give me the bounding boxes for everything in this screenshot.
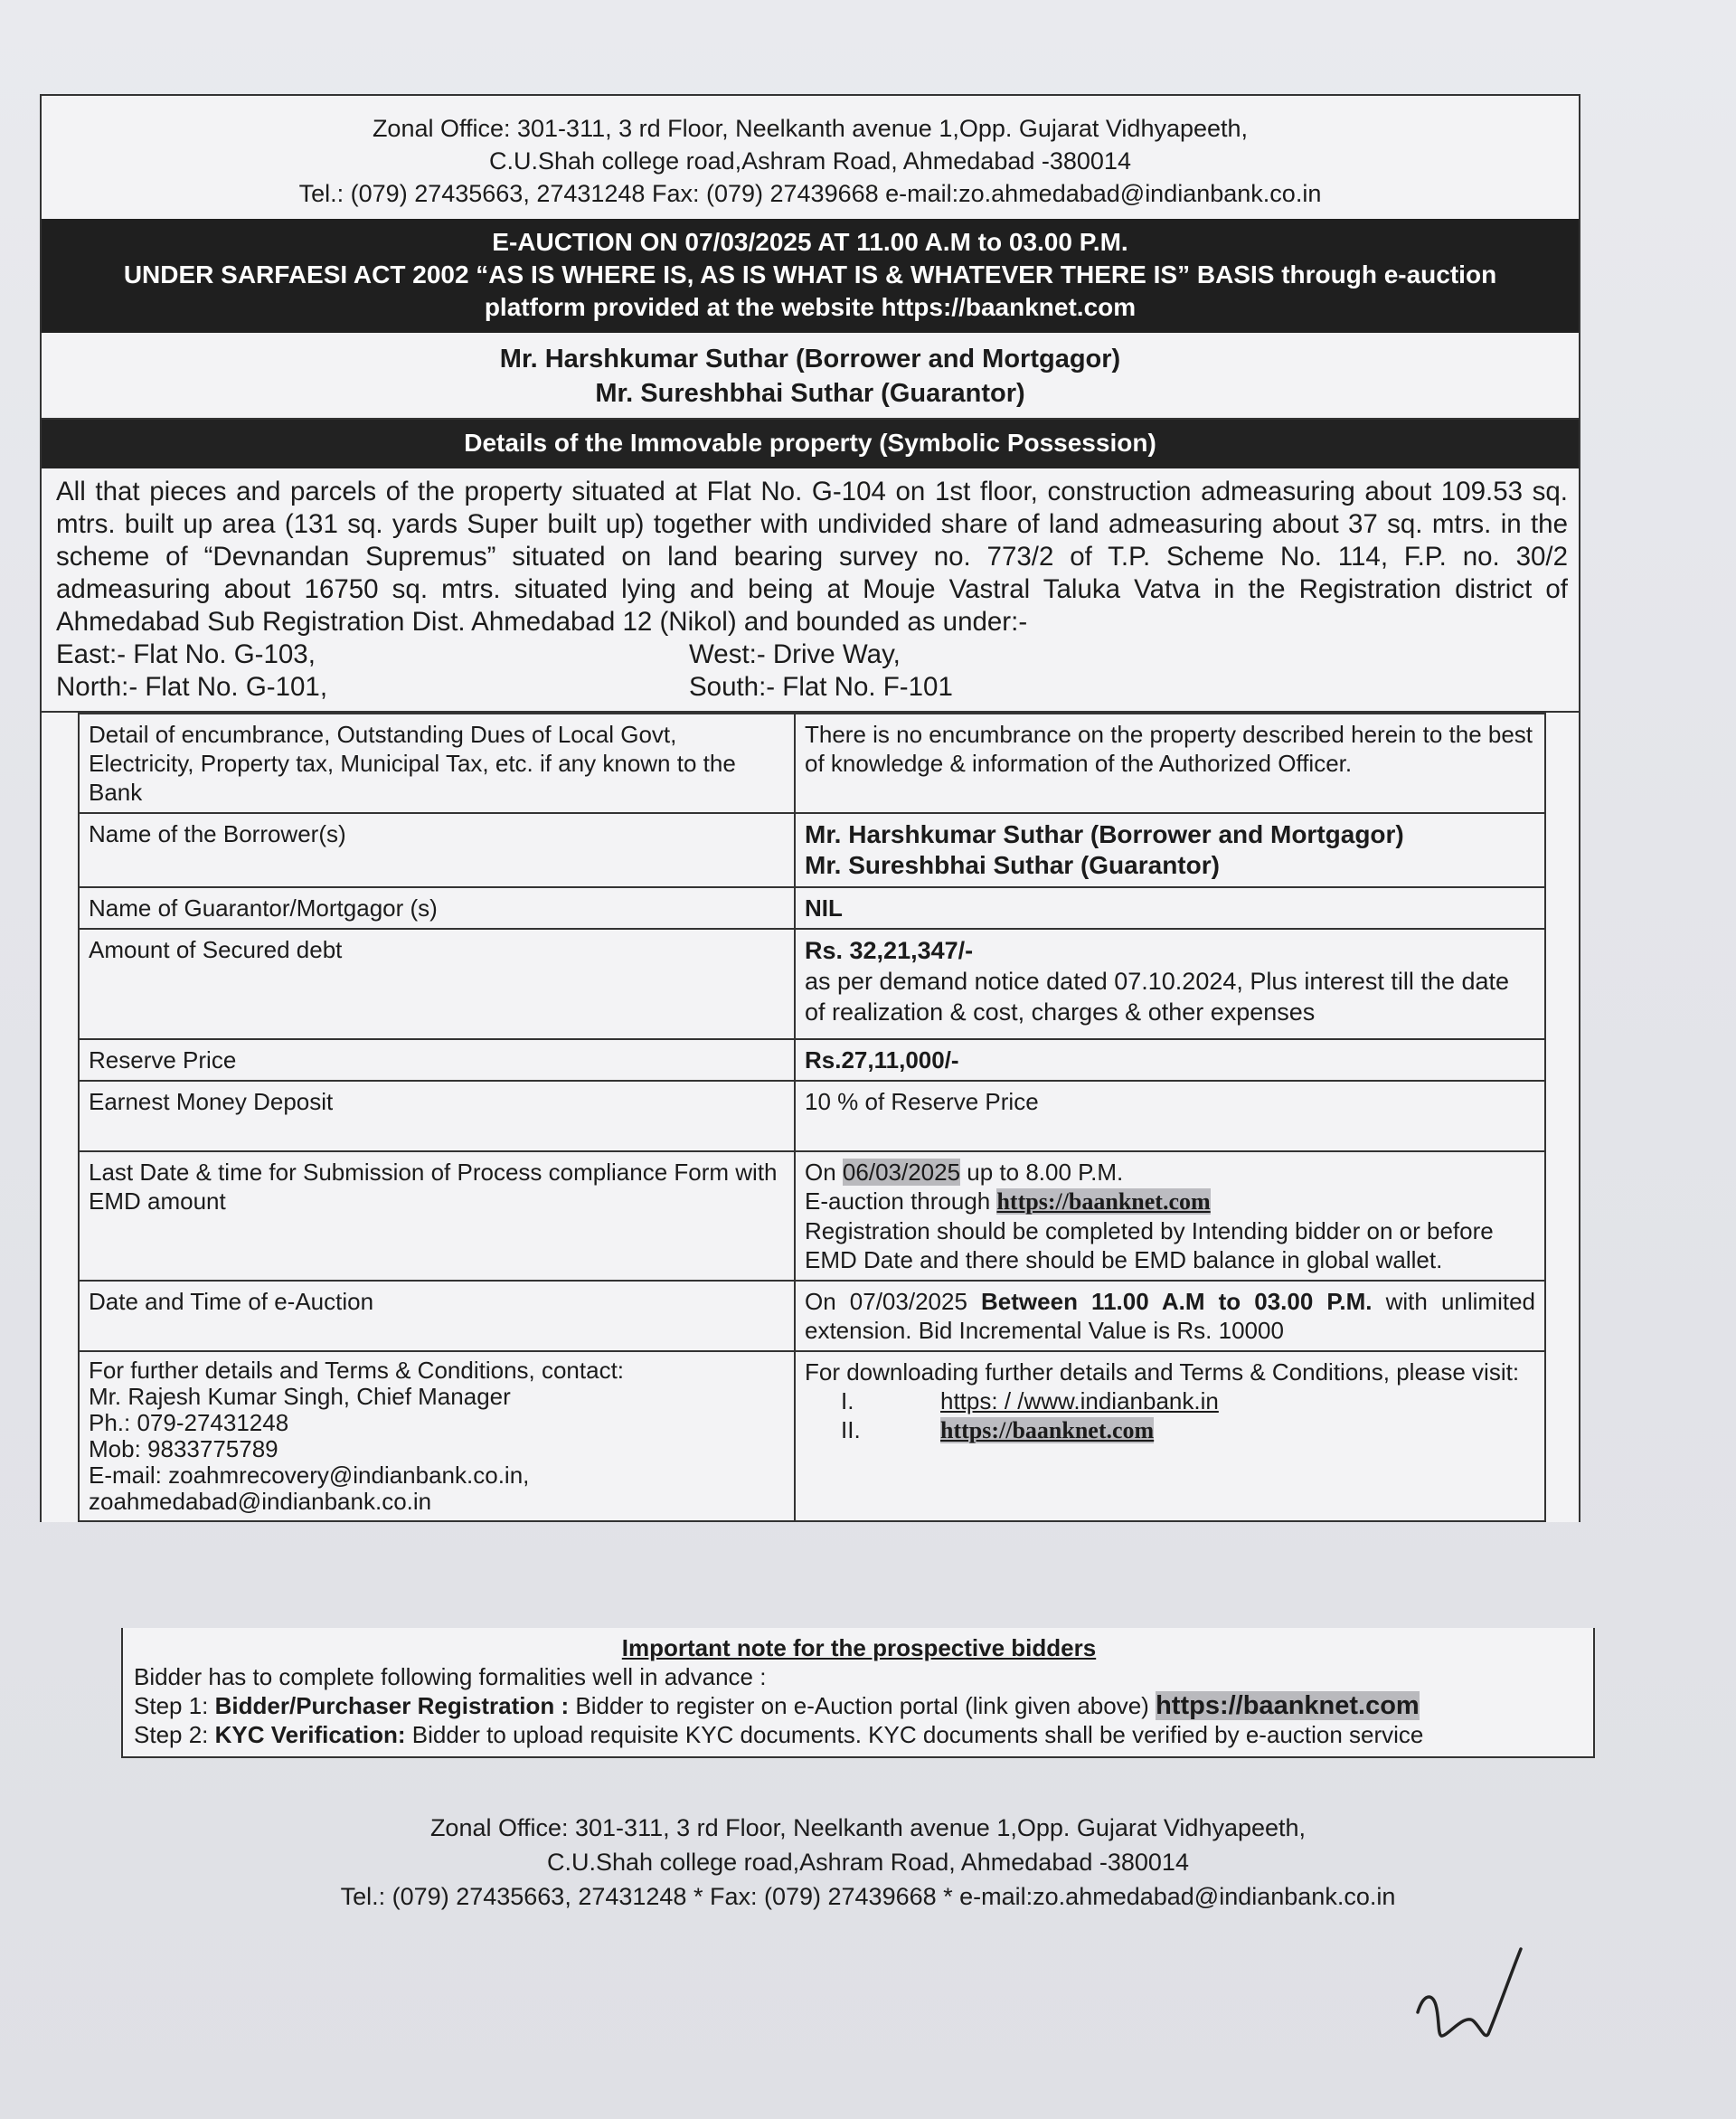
debt-amount: Rs. 32,21,347/- bbox=[805, 937, 974, 964]
step-1-title: Bidder/Purchaser Registration : bbox=[214, 1692, 570, 1719]
important-note bbox=[121, 1628, 1595, 1758]
header-line-2: C.U.Shah college road,Ashram Road, Ahmedabad -380014 bbox=[489, 147, 1131, 175]
auction-banner-line-2: UNDER SARFAESI ACT 2002 “AS IS WHERE IS, AS IS WHAT IS & WHATEVER THERE IS” BASIS through e-auction bbox=[123, 260, 1497, 289]
borrower-value bbox=[795, 813, 1545, 887]
auction-date-on: On 07/03/2025 bbox=[805, 1288, 982, 1315]
encumbrance-value: There is no encumbrance on the property described herein to the best of knowledge & information of the Authorized Officer. bbox=[795, 714, 1545, 813]
baanknet-link-2[interactable]: https://baanknet.com bbox=[940, 1417, 1155, 1443]
debt-value bbox=[795, 929, 1545, 1039]
contact-email-2[interactable]: zoahmedabad@indianbank.co.in bbox=[89, 1488, 432, 1515]
header-line-3: Tel.: (079) 27435663, 27431248 Fax: (079) 27439668 e-mail:zo.ahmedabad@indianbank.co.in bbox=[298, 180, 1322, 207]
last-date-label: Last Date & time for Submission of Process compliance Form with EMD amount bbox=[79, 1151, 795, 1281]
last-date-time: up to 8.00 P.M. bbox=[960, 1159, 1124, 1186]
signature-mark bbox=[1410, 1940, 1537, 2048]
baanknet-link[interactable]: https://baanknet.com bbox=[996, 1188, 1211, 1215]
boundary-south: South:- Flat No. F-101 bbox=[689, 672, 953, 702]
reserve-price-label: Reserve Price bbox=[79, 1039, 795, 1081]
footer-line-3: Tel.: (079) 27435663, 27431248 * Fax: (079) 27439668 * e-mail:zo.ahmedabad@indianbank.co.in bbox=[340, 1883, 1396, 1910]
table-row bbox=[79, 1351, 1545, 1521]
borrower-value-line-2: Mr. Sureshbhai Suthar (Guarantor) bbox=[805, 851, 1220, 879]
contact-name: Mr. Rajesh Kumar Singh, Chief Manager bbox=[89, 1383, 511, 1410]
auction-banner-line-3: platform provided at the website https://baanknet.com bbox=[484, 293, 1137, 321]
contact-email-1[interactable]: E-mail: zoahmrecovery@indianbank.co.in, bbox=[89, 1462, 530, 1489]
contact-details bbox=[79, 1351, 795, 1521]
last-date-value bbox=[795, 1151, 1545, 1281]
borrower-value-line-1: Mr. Harshkumar Suthar (Borrower and Mortgagor) bbox=[805, 820, 1404, 848]
last-date-eauction-line bbox=[805, 1187, 1535, 1216]
download-details bbox=[795, 1351, 1545, 1521]
property-boundaries bbox=[56, 639, 1568, 704]
auction-date-rest: with unlimited extension. Bid Incremental Value is Rs. 10000 bbox=[805, 1288, 1536, 1344]
boundary-east: East:- Flat No. G-103, bbox=[56, 639, 316, 669]
indianbank-link[interactable]: https: / /www.indianbank.in bbox=[940, 1387, 1219, 1414]
emd-label: Earnest Money Deposit bbox=[79, 1081, 795, 1151]
table-row bbox=[79, 1039, 1545, 1081]
note-step-1 bbox=[134, 1691, 1584, 1720]
contact-label: For further details and Terms & Conditions, contact: bbox=[89, 1357, 625, 1384]
contact-phone: Ph.: 079-27431248 bbox=[89, 1409, 289, 1436]
auction-date-label: Date and Time of e-Auction bbox=[79, 1281, 795, 1351]
guarantor-label: Name of Guarantor/Mortgagor (s) bbox=[79, 887, 795, 929]
zonal-office-footer bbox=[0, 1811, 1736, 1914]
emd-value: 10 % of Reserve Price bbox=[795, 1081, 1545, 1151]
property-description-text: All that pieces and parcels of the property situated at Flat No. G-104 on 1st floor, construction admeasuring about 109.53 sq. mtrs. built up area (131 sq. yards Super built up) together with undivided share of land admeasuring about 37 sq. mtrs. in the scheme of “Devnandan Supremus” situated on land bearing survey no. 773/2 of T.P. Scheme No. 114, F.P. no. 30/2 admeasuring about 16750 sq. mtrs. situated lying and being at Mouje Vastral Taluka Vatva in the Registration district of Ahmedabad Sub Registration Dist. Ahmedabad 12 (Nikol) and bounded as under:- bbox=[56, 477, 1568, 637]
zonal-office-header bbox=[42, 96, 1579, 219]
property-heading: Details of the Immovable property (Symbolic Possession) bbox=[42, 420, 1579, 468]
note-intro: Bidder has to complete following formalities well in advance : bbox=[134, 1663, 767, 1690]
table-row bbox=[79, 714, 1545, 813]
boundary-north: North:- Flat No. G-101, bbox=[56, 672, 328, 702]
details-table bbox=[78, 713, 1546, 1522]
step-1-text: Bidder to register on e-Auction portal (link given above) bbox=[569, 1692, 1156, 1719]
debt-label: Amount of Secured debt bbox=[79, 929, 795, 1039]
last-date-registration: Registration should be completed by Intending bidder on or before EMD Date and there should be EMD balance in global wallet. bbox=[805, 1217, 1494, 1273]
guarantor-value: NIL bbox=[795, 887, 1545, 929]
table-row bbox=[79, 1281, 1545, 1351]
download-text: For downloading further details and Terms & Conditions, please visit: bbox=[805, 1358, 1520, 1386]
auction-banner-line-1: E-AUCTION ON 07/03/2025 AT 11.00 A.M to 03.00 P.M. bbox=[492, 228, 1128, 256]
borrower-label: Name of the Borrower(s) bbox=[79, 813, 795, 887]
guarantor-name: Mr. Sureshbhai Suthar (Guarantor) bbox=[595, 379, 1025, 408]
list-item bbox=[841, 1415, 1535, 1445]
footer-line-2: C.U.Shah college road,Ashram Road, Ahmedabad -380014 bbox=[547, 1849, 1189, 1876]
last-date-date: 06/03/2025 bbox=[842, 1159, 961, 1186]
table-row bbox=[79, 929, 1545, 1039]
table-row bbox=[79, 1151, 1545, 1281]
notice-sheet bbox=[40, 94, 1580, 1522]
party-names bbox=[42, 333, 1579, 420]
footer-line-1: Zonal Office: 301-311, 3 rd Floor, Neelkanth avenue 1,Opp. Gujarat Vidhyapeeth, bbox=[429, 1814, 1307, 1841]
auction-banner bbox=[42, 219, 1579, 333]
note-title: Important note for the prospective bidders bbox=[621, 1634, 1097, 1661]
note-step-2 bbox=[134, 1720, 1584, 1749]
encumbrance-label: Detail of encumbrance, Outstanding Dues of Local Govt, Electricity, Property tax, Municipal Tax, etc. if any known to the Bank bbox=[79, 714, 795, 813]
step-2-text: Bidder to upload requisite KYC documents. KYC documents shall be verified by e-auction service bbox=[405, 1721, 1424, 1748]
list-item bbox=[841, 1386, 1535, 1415]
last-date-line bbox=[805, 1158, 1535, 1187]
link-number-1: I. bbox=[841, 1387, 854, 1414]
debt-note: as per demand notice dated 07.10.2024, Plus interest till the date of realization & cost, charges & other expenses bbox=[805, 968, 1510, 1026]
borrower-name: Mr. Harshkumar Suthar (Borrower and Mortgagor) bbox=[499, 345, 1121, 374]
step-1-prefix: Step 1: bbox=[134, 1692, 215, 1719]
table-row bbox=[79, 1081, 1545, 1151]
header-line-1: Zonal Office: 301-311, 3 rd Floor, Neelkanth avenue 1,Opp. Gujarat Vidhyapeeth, bbox=[372, 115, 1249, 142]
table-row bbox=[79, 813, 1545, 887]
last-date-on: On bbox=[805, 1159, 843, 1186]
download-links bbox=[805, 1386, 1535, 1445]
step-2-title: KYC Verification: bbox=[214, 1721, 406, 1748]
table-row bbox=[79, 887, 1545, 929]
auction-date-between: Between 11.00 A.M to 03.00 P.M. bbox=[981, 1288, 1373, 1315]
property-description bbox=[42, 468, 1579, 713]
contact-mobile: Mob: 9833775789 bbox=[89, 1435, 278, 1462]
boundary-west: West:- Drive Way, bbox=[689, 639, 901, 669]
link-number-2: II. bbox=[841, 1416, 861, 1443]
auction-date-value bbox=[795, 1281, 1545, 1351]
last-date-eauction: E-auction through bbox=[805, 1187, 997, 1215]
step-2-prefix: Step 2: bbox=[134, 1721, 215, 1748]
baanknet-link-3[interactable]: https://baanknet.com bbox=[1156, 1691, 1420, 1720]
reserve-price-value: Rs.27,11,000/- bbox=[795, 1039, 1545, 1081]
